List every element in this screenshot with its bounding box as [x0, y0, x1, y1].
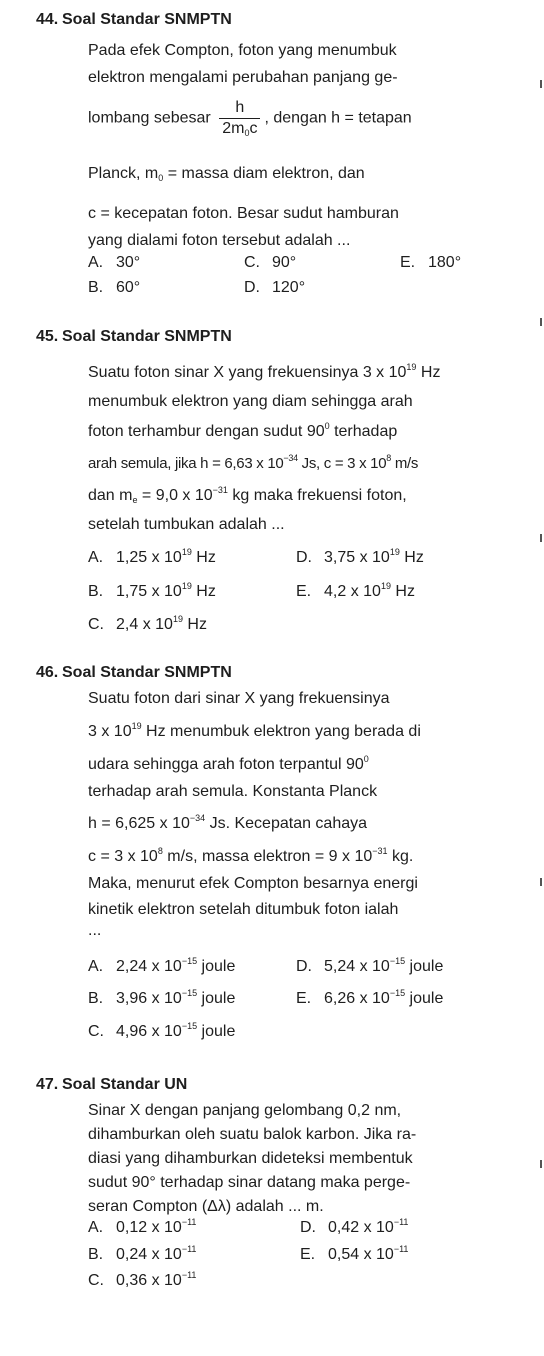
- question-text-line: elektron mengalami perubahan panjang ge-: [88, 69, 398, 86]
- subscript: 0: [158, 173, 164, 183]
- question-text-line: kinetik elektron setelah ditumbuk foton ialah: [88, 901, 399, 918]
- superscript: −11: [181, 1217, 197, 1227]
- superscript: −15: [181, 1021, 198, 1031]
- superscript: −11: [393, 1244, 409, 1254]
- text-span: h = 6,625 x 10: [88, 815, 190, 832]
- page-edge-mark: [540, 534, 542, 542]
- question-title: Soal Standar UN: [62, 1076, 188, 1093]
- option-value: 3,75 x 10: [324, 549, 390, 566]
- text-span: arah semula, jika h = 6,63 x 10: [88, 455, 284, 472]
- option-value: 5,24 x 10: [324, 958, 390, 975]
- option-unit: joule: [405, 990, 444, 1007]
- text-span: Hz: [416, 364, 441, 381]
- option-unit: Hz: [191, 549, 216, 566]
- text-span: Planck, m: [88, 165, 159, 182]
- option-c[interactable]: [244, 252, 296, 273]
- option-unit: Hz: [399, 549, 424, 566]
- option-value: 4,2 x 10: [324, 583, 381, 600]
- option-unit: joule: [197, 990, 236, 1007]
- text-span: c = 3 x 10: [88, 848, 158, 865]
- option-text: 30°: [116, 254, 141, 271]
- option-text: 90°: [272, 254, 297, 271]
- option-unit: joule: [197, 958, 236, 975]
- question-text-line: terhadap arah semula. Konstanta Planck: [88, 783, 378, 800]
- superscript: −11: [181, 1270, 197, 1280]
- option-e[interactable]: [296, 581, 415, 602]
- question-text-line: c = kecepatan foton. Besar sudut hamburan: [88, 205, 399, 222]
- subscript: e: [132, 495, 138, 505]
- option-label: B.: [88, 990, 104, 1007]
- question-title: Soal Standar SNMPTN: [62, 664, 232, 681]
- text-span: kg maka frekuensi foton,: [227, 487, 407, 504]
- text-span: Hz menumbuk elektron yang berada di: [141, 723, 421, 740]
- option-unit: joule: [405, 958, 444, 975]
- option-value: 0,54 x 10: [328, 1246, 394, 1263]
- option-value: 0,12 x 10: [116, 1219, 182, 1236]
- option-b[interactable]: [88, 277, 140, 298]
- option-value: 0,42 x 10: [328, 1219, 394, 1236]
- option-label: D.: [296, 958, 312, 975]
- option-d[interactable]: [244, 277, 305, 298]
- fraction-numerator: h: [219, 98, 260, 119]
- question-text-line: Pada efek Compton, foton yang menumbuk: [88, 42, 397, 59]
- option-label: B.: [88, 583, 104, 600]
- superscript: −11: [181, 1244, 197, 1254]
- text-span: Js. Kecepatan cahaya: [205, 815, 368, 832]
- question-46-heading: [36, 662, 232, 683]
- option-label: E.: [300, 1246, 316, 1263]
- option-e[interactable]: [296, 988, 443, 1009]
- text-span: m/s: [390, 455, 419, 472]
- superscript: 0: [324, 421, 330, 431]
- question-text-line: dihamburkan oleh suatu balok karbon. Jika ra-: [88, 1126, 417, 1143]
- superscript: −15: [389, 956, 406, 966]
- text-span: terhadap: [329, 423, 398, 440]
- option-value: 0,36 x 10: [116, 1272, 182, 1289]
- superscript: −15: [389, 988, 406, 998]
- option-a[interactable]: [88, 1217, 196, 1238]
- text-span: 2m: [222, 120, 245, 137]
- text-span: , dengan h = tetapan: [264, 109, 412, 127]
- option-value: 3,96 x 10: [116, 990, 182, 1007]
- option-b[interactable]: [88, 988, 235, 1009]
- question-text-line: [88, 721, 421, 742]
- page-edge-mark: [540, 1160, 542, 1168]
- option-label: C.: [88, 1272, 104, 1289]
- question-text-line: menumbuk elektron yang diam sehingga arah: [88, 393, 413, 410]
- option-c[interactable]: [88, 1021, 235, 1042]
- question-text-line: [88, 362, 440, 383]
- superscript: 0: [363, 754, 369, 764]
- question-text-line: yang dialami foton tersebut adalah ...: [88, 232, 351, 249]
- question-text-line: [88, 453, 418, 474]
- question-title: Soal Standar SNMPTN: [62, 328, 232, 345]
- superscript: −11: [393, 1217, 409, 1227]
- superscript: 8: [386, 453, 391, 463]
- text-span: udara sehingga arah foton terpantul 90: [88, 756, 364, 773]
- superscript: 19: [389, 547, 400, 557]
- question-number: 46.: [36, 664, 59, 681]
- option-value: 1,75 x 10: [116, 583, 182, 600]
- question-number: 45.: [36, 328, 59, 345]
- superscript: 19: [380, 581, 391, 591]
- text-span: Js, c = 3 x 10: [297, 455, 387, 472]
- page-edge-mark: [540, 878, 542, 886]
- option-value: 2,24 x 10: [116, 958, 182, 975]
- option-label: D.: [296, 549, 312, 566]
- option-b[interactable]: [88, 581, 216, 602]
- fraction: [219, 98, 260, 139]
- question-47-heading: [36, 1074, 188, 1095]
- superscript: −15: [181, 988, 198, 998]
- superscript: 19: [181, 547, 192, 557]
- option-label: B.: [88, 1246, 104, 1263]
- question-text-line: setelah tumbukan adalah ...: [88, 516, 285, 533]
- question-text-line: Sinar X dengan panjang gelombang 0,2 nm,: [88, 1102, 402, 1119]
- option-d[interactable]: [300, 1217, 408, 1238]
- option-value: 0,24 x 10: [116, 1246, 182, 1263]
- option-unit: Hz: [191, 583, 216, 600]
- option-text: 120°: [272, 279, 306, 296]
- option-unit: Hz: [182, 616, 207, 633]
- question-text-line: [88, 485, 407, 506]
- option-label: A.: [88, 254, 104, 271]
- superscript: 19: [131, 721, 142, 731]
- option-label: D.: [244, 279, 260, 296]
- superscript: −31: [212, 485, 228, 495]
- option-label: A.: [88, 1219, 104, 1236]
- option-label: B.: [88, 279, 104, 296]
- question-text-line: [88, 846, 413, 867]
- text-span: lombang sebesar: [88, 109, 211, 127]
- option-e[interactable]: [400, 252, 461, 273]
- option-label: E.: [296, 990, 312, 1007]
- page-edge-mark: [540, 80, 542, 88]
- option-a[interactable]: [88, 252, 140, 273]
- option-label: E.: [400, 254, 416, 271]
- question-text-line: [88, 421, 397, 442]
- option-label: C.: [88, 616, 104, 633]
- superscript: −34: [283, 453, 298, 463]
- option-value: 1,25 x 10: [116, 549, 182, 566]
- question-text-line: Maka, menurut efek Compton besarnya energi: [88, 875, 418, 892]
- superscript: 19: [406, 362, 417, 372]
- text-span: = massa diam elektron, dan: [163, 165, 365, 182]
- question-number: 44.: [36, 11, 59, 28]
- option-text: 60°: [116, 279, 141, 296]
- option-value: 4,96 x 10: [116, 1023, 182, 1040]
- question-text-line: [88, 163, 365, 184]
- superscript: −31: [372, 846, 388, 856]
- option-b[interactable]: [88, 1244, 196, 1265]
- text-span: foton terhambur dengan sudut 90: [88, 423, 325, 440]
- subscript: 0: [244, 128, 250, 138]
- option-unit: Hz: [390, 583, 415, 600]
- option-a[interactable]: [88, 547, 216, 568]
- option-c[interactable]: [88, 1270, 196, 1291]
- option-text: 180°: [428, 254, 462, 271]
- text-span: = 9,0 x 10: [137, 487, 213, 504]
- superscript: 8: [157, 846, 163, 856]
- question-text-line: ...: [88, 922, 102, 939]
- option-label: C.: [88, 1023, 104, 1040]
- option-label: D.: [300, 1219, 316, 1236]
- superscript: 19: [172, 614, 183, 624]
- text-span: kg.: [387, 848, 414, 865]
- option-c[interactable]: [88, 614, 207, 635]
- text-span: c: [249, 120, 258, 137]
- option-label: A.: [88, 958, 104, 975]
- question-text-line: diasi yang dihamburkan dideteksi membentuk: [88, 1150, 413, 1167]
- superscript: 19: [181, 581, 192, 591]
- question-text-line: seran Compton (Δλ) adalah ... m.: [88, 1198, 324, 1215]
- option-label: C.: [244, 254, 260, 271]
- question-text-line: [88, 813, 367, 834]
- superscript: −34: [189, 813, 206, 823]
- question-text-line: [88, 98, 412, 139]
- fraction-denominator: [219, 119, 260, 139]
- option-label: E.: [296, 583, 312, 600]
- question-44-heading: [36, 9, 232, 30]
- option-label: A.: [88, 549, 104, 566]
- option-d[interactable]: [296, 956, 443, 977]
- text-span: 3 x 10: [88, 723, 132, 740]
- question-number: 47.: [36, 1076, 59, 1093]
- superscript: −15: [181, 956, 198, 966]
- text-span: dan m: [88, 487, 133, 504]
- option-a[interactable]: [88, 956, 235, 977]
- question-title: Soal Standar SNMPTN: [62, 11, 232, 28]
- option-value: 6,26 x 10: [324, 990, 390, 1007]
- option-value: 2,4 x 10: [116, 616, 173, 633]
- text-span: m/s, massa elektron = 9 x 10: [162, 848, 373, 865]
- option-d[interactable]: [296, 547, 424, 568]
- question-text-line: Suatu foton dari sinar X yang frekuensinya: [88, 690, 390, 707]
- question-45-heading: [36, 326, 232, 347]
- option-unit: joule: [197, 1023, 236, 1040]
- page-edge-mark: [540, 318, 542, 326]
- option-e[interactable]: [300, 1244, 408, 1265]
- question-text-line: sudut 90° terhadap sinar datang maka perge-: [88, 1174, 411, 1191]
- text-span: Suatu foton sinar X yang frekuensinya 3 x 10: [88, 364, 407, 381]
- question-text-line: [88, 754, 369, 775]
